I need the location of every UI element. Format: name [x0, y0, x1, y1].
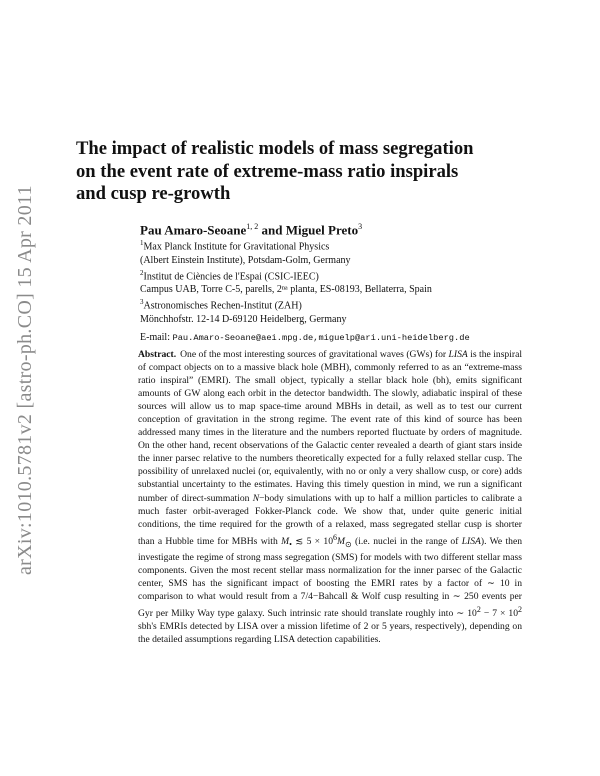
affiliation-text: Astronomisches Rechen-Institut (ZAH): [143, 300, 302, 312]
abstract-math: M: [281, 535, 290, 547]
abstract-text: −body simulations with up to half a million particles to calibrate a much faster orbit-averaged Fokker-Planck code. We show that, under quite generic initial conditions, the time required for the growth of a relaxed, mass segregated stellar cusp is shorter than a Hubble time for MBHs with: [138, 492, 522, 547]
abstract-math: 6: [333, 532, 337, 542]
paper-title: The impact of realistic models of mass segregation on the event rate of extreme-mass ratio inspirals and cusp re-growth: [76, 138, 474, 204]
author-affiliation-mark: 3: [358, 222, 363, 231]
email-line: [140, 331, 520, 345]
abstract-text: sbh's EMRIs detected by LISA over a mission lifetime of 2 or 5 years, respectively), depending on the detailed assumptions regarding LISA detection capabilities.: [138, 621, 522, 646]
abstract-math: 2: [518, 604, 522, 614]
abstract-math: 2: [476, 604, 481, 614]
abstract-emph: LISA: [448, 349, 468, 360]
abstract-math: M: [337, 535, 345, 547]
author-conjunction: and: [258, 222, 286, 238]
author-name: Pau Amaro-Seoane: [140, 222, 247, 238]
author-affiliation-mark: 1, 2: [246, 222, 259, 231]
affiliation-text: Institut de Ciències de l'Espai (CSIC-IEEC): [143, 271, 319, 283]
abstract-label: Abstract.: [138, 349, 177, 360]
affiliation-line: [140, 296, 520, 313]
abstract-emph: LISA: [461, 535, 481, 547]
affiliation-mark: 2: [140, 268, 144, 277]
abstract-math: ⊙: [345, 539, 352, 549]
affiliation-mark: 1: [140, 239, 144, 247]
email-label: E-mail:: [140, 332, 173, 344]
abstract-text: ≲ 5 × 10: [291, 535, 333, 547]
abstract-text: ). We then investigate the regime of strong mass segregation (SMS) for models with two different stellar mass components. Given the most recent stellar mass normalization for the inner parsec of the Galactic center, SMS has the significant impact of boosting the EMRI rates by a factor of ∼ 10 in comparison to what would result from a 7/4−Bahcall & Wolf cusp resulting in ∼ 250 events per Gyr per Milky Way type galaxy. Such intrinsic rate should translate roughly into ∼ 10: [138, 535, 523, 620]
affiliation-line: [140, 267, 520, 284]
abstract-emph: N: [252, 492, 260, 504]
abstract-text: (i.e. nuclei in the range of: [351, 535, 462, 547]
abstract-text: is the inspiral of compact objects on to a massive black hole (MBH), commonly referred to as an “extreme-mass ratio inspiral” (EMRI). The small object, typically a stellar black hole (bh), emits significant amounts of GW along each orbit in the detector bandwidth. The slowly, adiabatic inspiral of these sources will allow us to map space-time around MBHs in detail, as well as to test our current conception of gravitation in the strong regime. The event rate of this kind of source has been addressed many times in the literature and the numbers reported fluctuate by orders of magnitude. On the other hand, recent observations of the Galactic center revealed a dearth of giant stars inside the inner parsec relative to the numbers theoretically expected for a fully relaxed stellar cusp. The possibility of unrelaxed nuclei (or, equivalently, with no or only a very shallow cusp, or core) adds substantial uncertainty to the estimates. Having this timely question in mind, we run a significant number of direct-summation: [138, 349, 523, 504]
abstract-text: One of the most interesting sources of gravitational waves (GWs) for: [180, 349, 449, 360]
affiliation-mark: 3: [140, 298, 144, 307]
author-name: Miguel Preto: [285, 222, 359, 238]
affiliation-text: Max Planck Institute for Gravitational Physics: [143, 241, 330, 253]
abstract-math: •: [289, 539, 292, 549]
affiliations: [140, 237, 520, 345]
abstract-text: − 7 × 10: [480, 608, 518, 620]
arxiv-identifier: arXiv:1010.5781v2 [astro-ph.CO] 15 Apr 2011: [14, 185, 36, 575]
affiliation-line: (Albert Einstein Institute), Potsdam-Golm, Germany: [140, 254, 351, 266]
author-list: [140, 222, 362, 238]
abstract: [138, 348, 522, 646]
affiliation-line: Mönchhofstr. 12-14 D-69120 Heidelberg, Germany: [140, 314, 347, 325]
affiliation-line: [140, 237, 520, 254]
email-addresses[interactable]: Pau.Amaro-Seoane@aei.mpg.de,miguelp@ari.uni-heidelberg.de: [172, 333, 470, 344]
affiliation-line: Campus UAB, Torre C-5, parells, 2ⁿᵃ planta, ES-08193, Bellaterra, Spain: [140, 284, 432, 296]
